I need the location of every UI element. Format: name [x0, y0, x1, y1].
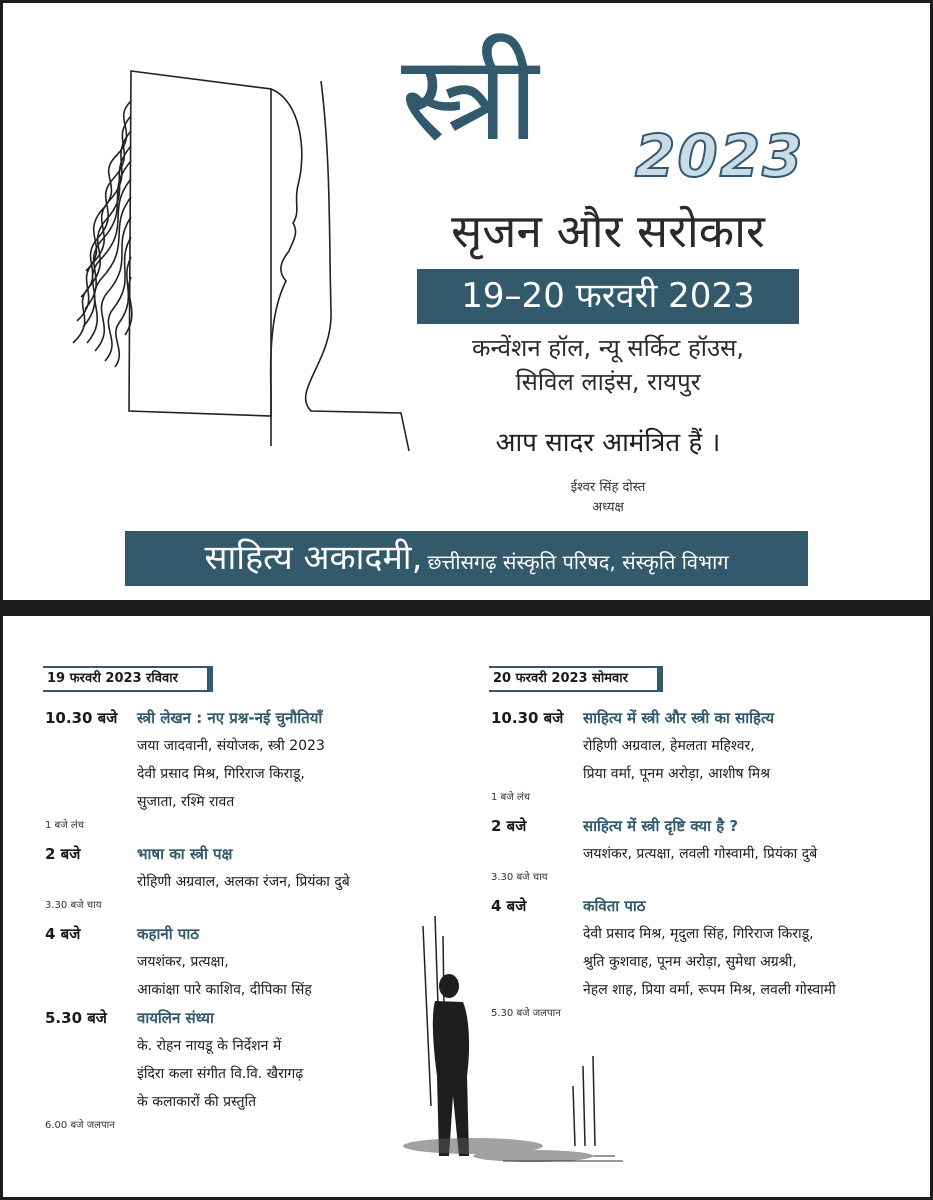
session-title: साहित्य में स्त्री दृष्टि क्या है ?	[583, 817, 739, 835]
session-speakers: रोहिणी अग्रवाल, अलका रंजन, प्रियंका दुबे	[137, 874, 350, 890]
session-speakers: श्रुति कुशवाह, पूनम अरोड़ा, सुमेधा अग्रश्री,	[583, 954, 797, 970]
signatory-name: ईश्वर सिंह दोस्त	[570, 480, 646, 495]
session-time: 2 बजे	[491, 817, 527, 835]
venue-line-2: सिविल लाइंस, रायपुर	[515, 368, 701, 396]
session-speakers: जयशंकर, प्रत्यक्षा,	[137, 954, 229, 970]
session-title: कविता पाठ	[583, 897, 646, 915]
woman-profile-illustration	[31, 61, 431, 461]
day1-header: 19 फरवरी 2023 रविवार	[43, 666, 213, 692]
schedule-card	[3, 616, 930, 1197]
session-speakers: के. रोहन नायडू के निर्देशन में	[137, 1038, 282, 1054]
poster-card	[3, 3, 930, 600]
break-note: 3.30 बजे चाय	[491, 872, 548, 883]
session-speakers: प्रिया वर्मा, पूनम अरोड़ा, आशीष मिश्र	[583, 766, 770, 782]
day2-header: 20 फरवरी 2023 सोमवार	[489, 666, 663, 692]
session-row	[491, 812, 911, 868]
session-speakers: सुजाता, रश्मि रावत	[137, 794, 235, 810]
session-speakers: के कलाकारों की प्रस्तुति	[137, 1094, 257, 1110]
session-row	[491, 704, 911, 788]
session-speakers: आकांक्षा पारे काशिव, दीपिका सिंह	[137, 982, 312, 998]
session-speakers: देवी प्रसाद मिश्र, गिरिराज किराडू,	[137, 766, 305, 782]
session-time: 4 बजे	[45, 925, 81, 943]
organizer-banner	[125, 531, 808, 586]
day1-schedule	[45, 704, 465, 1140]
venue-block	[408, 331, 808, 399]
session-title: कहानी पाठ	[137, 925, 199, 943]
session-speakers: जयशंकर, प्रत्यक्षा, लवली गोस्वामी, प्रियंका दुबे	[583, 846, 818, 862]
signatory-block	[508, 478, 708, 518]
festival-subtitle: सृजन और सरोकार	[451, 204, 765, 258]
festival-year: 2023	[635, 122, 805, 190]
festival-title: स्त्री	[401, 29, 535, 167]
session-speakers: रोहिणी अग्रवाल, हेमलता महिश्वर,	[583, 738, 755, 754]
session-speakers: जया जादवानी, संयोजक, स्त्री 2023	[137, 738, 325, 754]
session-speakers: इंदिरा कला संगीत वि.वि. खैरागढ़	[137, 1066, 304, 1082]
session-title: स्त्री लेखन : नए प्रश्न-नई चुनौतियाँ	[137, 709, 323, 727]
break-note: 3.30 बजे चाय	[45, 900, 102, 911]
invitation-text: आप सादर आमंत्रित हैं ।	[495, 428, 721, 458]
break-note: 5.30 बजे जलपान	[491, 1008, 561, 1019]
session-time: 2 बजे	[45, 845, 81, 863]
session-title: भाषा का स्त्री पक्ष	[137, 845, 233, 863]
session-speakers: नेहल शाह, प्रिया वर्मा, रूपम मिश्र, लवली गोस्वामी	[583, 982, 836, 998]
date-banner	[417, 269, 799, 324]
session-time: 10.30 बजे	[491, 709, 564, 727]
day2-schedule	[491, 704, 911, 1028]
signatory-role: अध्यक्ष	[592, 500, 624, 515]
organizer-main: साहित्य अकादमी,	[204, 538, 423, 578]
venue-line-1: कन्वेंशन हॉल, न्यू सर्किट हॉउस,	[472, 334, 744, 362]
session-row	[45, 840, 465, 896]
session-row	[45, 704, 465, 816]
break-note: 1 बजे लंच	[45, 820, 84, 831]
session-speakers: देवी प्रसाद मिश्र, मृदुला सिंह, गिरिराज किराडू,	[583, 926, 814, 942]
session-time: 4 बजे	[491, 897, 527, 915]
break-note: 1 बजे लंच	[491, 792, 530, 803]
session-row	[491, 892, 911, 1004]
session-title: साहित्य में स्त्री और स्त्री का साहित्य	[583, 709, 775, 727]
session-row	[45, 920, 465, 1004]
session-time: 10.30 बजे	[45, 709, 118, 727]
organizer-rest: छत्तीसगढ़ संस्कृति परिषद, संस्कृति विभाग	[427, 550, 729, 574]
session-title: वायलिन संध्या	[137, 1009, 214, 1027]
session-time: 5.30 बजे	[45, 1009, 107, 1027]
break-note: 6.00 बजे जलपान	[45, 1120, 115, 1131]
session-row	[45, 1004, 465, 1116]
event-dates: 19–20 फरवरी 2023	[461, 276, 755, 316]
